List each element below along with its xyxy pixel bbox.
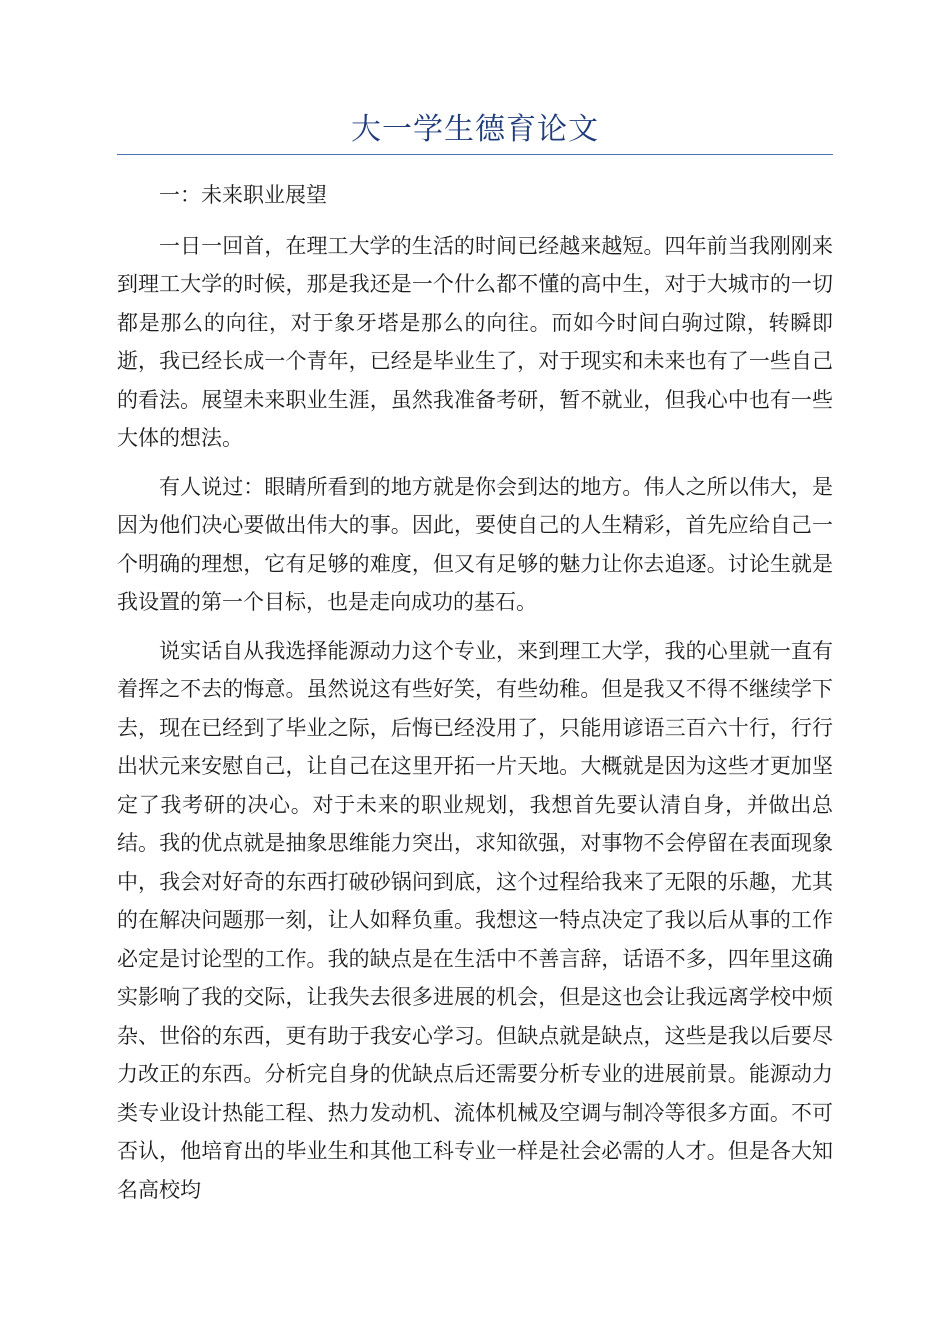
document-title: 大一学生德育论文 [351, 112, 599, 147]
paragraph-1: 一日一回首，在理工大学的生活的时间已经越来越短。四年前当我刚刚来到理工大学的时候，那是我还是一个什么都不懂的高中生，对于大城市的一切都是那么的向往，对于象牙塔是那么的向往。而如今时间白驹过隙，转瞬即逝，我已经长成一个青年，已经是毕业生了，对于现实和未来也有了一些自己的看法。展望未来职业生涯，虽然我准备考研，暂不就业，但我心中也有一些大体的想法。 [117, 233, 833, 450]
paragraph-2: 有人说过：眼睛所看到的地方就是你会到达的地方。伟人之所以伟大，是因为他们决心要做出伟大的事。因此，要使自己的人生精彩，首先应给自己一个明确的理想，它有足够的难度，但又有足够的魅力让你去追逐。讨论生就是我设置的第一个目标，也是走向成功的基石。 [117, 474, 833, 614]
paragraph-3: 说实话自从我选择能源动力这个专业，来到理工大学，我的心里就一直有着挥之不去的悔意。虽然说这有些好笑，有些幼稚。但是我又不得不继续学下去，现在已经到了毕业之际，后悔已经没用了，只能用谚语三百六十行，行行出状元来安慰自己，让自己在这里开拓一片天地。大概就是因为这些才更加坚定了我考研的决心。对于未来的职业规划，我想首先要认清自身，并做出总结。我的优点就是抽象思维能力突出，求知欲强，对事物不会停留在表面现象中，我会对好奇的东西打破砂锅问到底，这个过程给我来了无限的乐趣，尤其的在解决问题那一刻，让人如释负重。我想这一特点决定了我以后从事的工作必定是讨论型的工作。我的缺点是在生活中不善言辞，话语不多，四年里这确实影响了我的交际，让我失去很多进展的机会，但是这也会让我远离学校中烦杂、世俗的东西，更有助于我安心学习。但缺点就是缺点，这些是我以后要尽力改正的东西。分析完自身的优缺点后还需要分析专业的进展前景。能源动力类专业设计热能工程、热力发动机、流体机械及空调与制冷等很多方面。不可否认，他培育出的毕业生和其他工科专业一样是社会必需的人才。但是各大知名高校均 [117, 638, 833, 1202]
section-heading: 一：未来职业展望 [159, 183, 327, 207]
document-body [117, 176, 833, 1219]
title-underline [117, 154, 833, 155]
